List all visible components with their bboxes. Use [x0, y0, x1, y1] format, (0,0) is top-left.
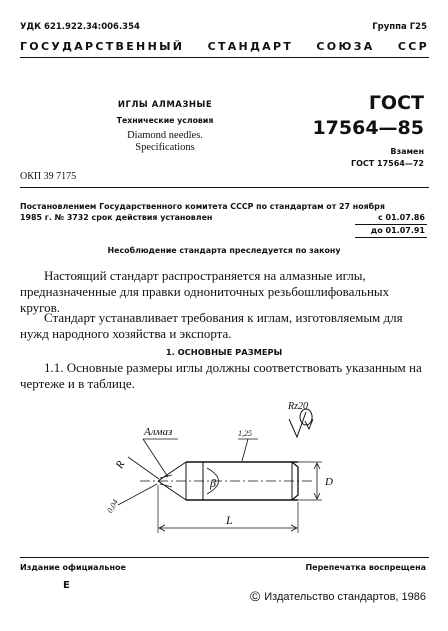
- valid-from: с 01.07.86: [377, 213, 425, 222]
- replaces-standard: ГОСТ 17564—72: [351, 159, 424, 168]
- dates-rule-2: [355, 237, 427, 238]
- valid-to: до 01.07.91: [370, 226, 425, 235]
- title-block: [90, 100, 240, 154]
- title-en-line2: Specifications: [135, 142, 195, 153]
- copyright-notice: [250, 588, 426, 604]
- official-edition: Издание официальное: [20, 563, 126, 572]
- title-en-line1: Diamond needles.: [127, 130, 203, 141]
- decree-text: [20, 201, 385, 223]
- almaz-label: Алмаз: [144, 426, 173, 438]
- roughness-label: Rz20: [288, 401, 308, 412]
- subtitle-ru: Технические условия: [116, 116, 214, 125]
- chamfer-label: 1,25: [238, 429, 252, 438]
- udk-code: УДК 621.922.34:006.354: [20, 22, 140, 32]
- title-en: [90, 130, 240, 154]
- decree-line1: Постановлением Государственного комитета СССР по стандартам от 27 ноября: [20, 202, 385, 211]
- reprint-prohibited: Перепечатка воспрещена: [305, 563, 426, 572]
- l-label: L: [226, 513, 233, 527]
- cone-bottom-edge: [158, 481, 186, 500]
- needle-drawing: [0, 395, 448, 545]
- copyright-text: Издательство стандартов, 1986: [264, 591, 426, 603]
- title-ru: ИГЛЫ АЛМАЗНЫЕ: [117, 100, 213, 110]
- paragraph-requirements: Стандарт устанавливает требования к иглам, изготовляемым для нужд народного хозяйства и экспорта.: [20, 310, 403, 341]
- beta-label: β: [210, 476, 216, 490]
- group-code: Группа Г25: [372, 22, 427, 32]
- okp-rule: [20, 187, 429, 188]
- paragraph-dimensions: 1.1. Основные размеры иглы должны соответствовать указанным на чертеже и в таблице.: [20, 360, 422, 391]
- edition-letter: Е: [63, 580, 70, 591]
- standard-header: ГОСУДАРСТВЕННЫЙ СТАНДАРТ СОЮЗА ССР: [20, 40, 429, 53]
- paragraph-scope: Настоящий стандарт распространяется на алмазные иглы, предназначенные для правки однониточных резьбошлифовальных кругов.: [20, 268, 390, 315]
- law-warning: Несоблюдение стандарта преследуется по закону: [107, 246, 341, 255]
- gost-number: 17564—85: [312, 117, 424, 139]
- section-heading: 1. ОСНОВНЫЕ РАЗМЕРЫ: [165, 347, 283, 357]
- replaces-label: Взамен: [390, 147, 424, 156]
- okp-code: ОКП 39 7175: [20, 171, 77, 182]
- footer-rule: [20, 557, 429, 558]
- header-rule: [20, 57, 429, 58]
- copyright-icon: ©: [249, 588, 261, 604]
- dates-rule-1: [355, 224, 427, 225]
- r-label: R: [113, 458, 128, 471]
- gost-label: ГОСТ: [368, 92, 424, 114]
- almaz-leader: [143, 439, 168, 477]
- r-tolerance-label: 0,04: [105, 497, 120, 515]
- d-label: D: [325, 476, 333, 488]
- cone-top-edge: [158, 462, 186, 481]
- decree-line2: 1985 г. № 3732 срок действия установлен: [20, 213, 213, 222]
